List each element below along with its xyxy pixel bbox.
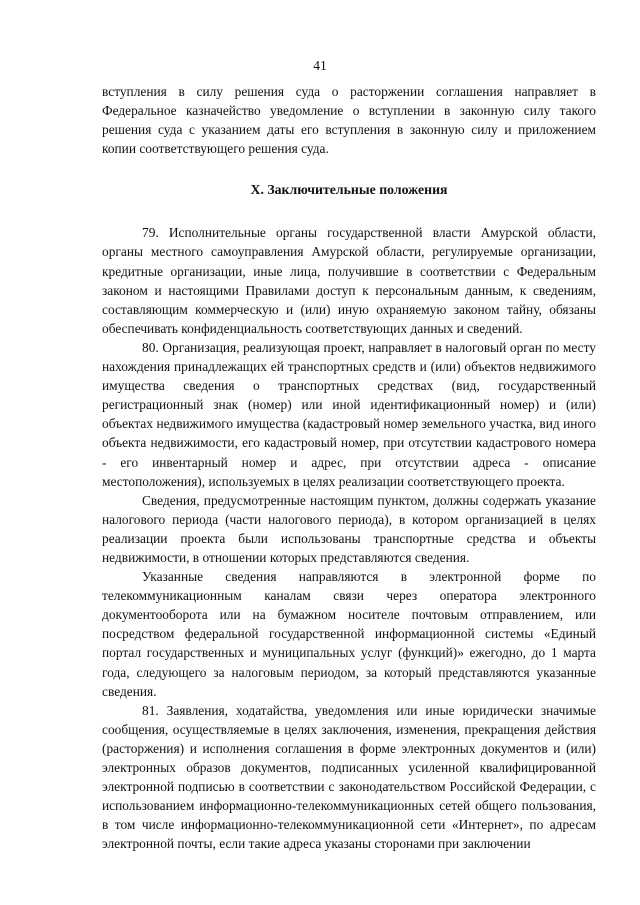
spacer [102,199,596,223]
paragraph-81: 81. Заявления, ходатайства, уведомления или иные юридически значимые сообщения, осуществляемые в целях заключения, изменения, прекращения действия (расторжения) и исполнения соглашения в форме электронных документов и (или) электронных образов документов, подписанных усиленной квалифицированной электронной подписью в соответствии с законодательством Российской Федерации, с использованием информационно-телекоммуникационных сетей общего пользования, в том числе информационно-телекоммуникационной сети «Интернет», по адресам электронной почты, если такие адреса указаны сторонами при заключении [102,702,596,852]
section-heading: X. Заключительные положения [250,182,448,198]
paragraph-80-details: Сведения, предусмотренные настоящим пунктом, должны содержать указание налогового периода (части налогового периода), в котором организацией в целях реализации проекта были использованы транспортные средства и объекты недвижимости, в отношении которых представляются сведения. [102,492,596,565]
intro-paragraph: вступления в силу решения суда о расторжении соглашения направляет в Федеральное казначейство уведомление о вступлении в законную силу такого решения суда с указанием даты его вступления в законную силу и приложением копии соответствующего решения суда. [102,84,596,157]
page-number: 41 [313,58,327,73]
paragraph-80-submission: Указанные сведения направляются в электронной форме по телекоммуникационным каналам связи через оператора электронного документооборота или на бумажном носителе почтовым отправлением, или посредством федеральной государственной информационной системы «Единый портал государственных и муниципальных услуг (функций)» ежегодно, до 1 марта года, следующего за налоговым периодом, за который представляются указанные сведения. [102,569,596,699]
document-body [102,82,596,853]
paragraph-80: 80. Организация, реализующая проект, направляет в налоговый орган по месту нахождения принадлежащих ей транспортных средств и (или) объектов недвижимого имущества сведения о транспортных средствах (вид, государственный регистрационный знак (номер) или иной идентификационный номер) и (или) объектах недвижимого имущества (кадастровый номер земельного участка, вид иного объекта недвижимости, его кадастровый номер, при отсутствии кадастрового номера - его инвентарный номер и адрес, при отсутствии адреса - описание местоположения), используемых в целях реализации соответствующего проекта. [102,339,596,489]
spacer [102,158,596,180]
paragraph-79: 79. Исполнительные органы государственной власти Амурской области, органы местного самоуправления Амурской области, регулируемые организации, кредитные организации, иные лица, получившие в соответствии с Федеральным законом и настоящими Правилами доступ к персональным данным, к сведениям, составляющим коммерческую и (или) иную охраняемую законом тайну, обязаны обеспечивать конфиденциальность соответствующих данных и сведений. [102,225,596,336]
